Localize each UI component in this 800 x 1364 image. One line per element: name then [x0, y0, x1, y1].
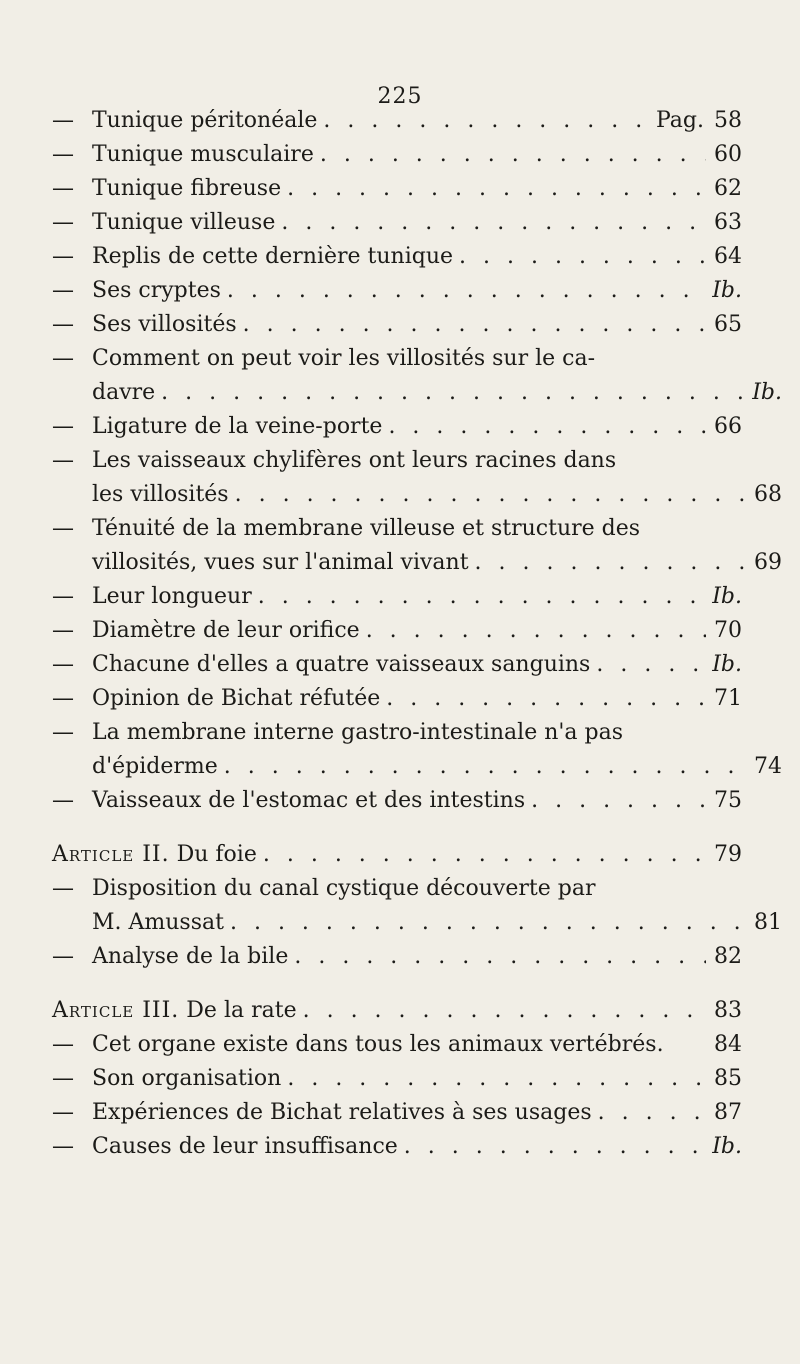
page-number: 225 [377, 84, 423, 109]
entry-page: 87 [714, 1100, 742, 1125]
dot-leader [323, 104, 650, 138]
toc-entry [52, 512, 782, 580]
entry-dash: — [52, 618, 74, 643]
entry-page: 69 [754, 550, 782, 575]
toc-entry [52, 206, 742, 240]
entry-dash: — [52, 448, 74, 473]
entry-text: Ténuité de la membrane villeuse et structure des [92, 516, 641, 541]
entry-text: Disposition du canal cystique découverte par [92, 876, 596, 901]
dot-leader [388, 410, 706, 444]
entry-text: les villosités [92, 482, 229, 507]
entry-text: Tunique fibreuse [92, 176, 282, 201]
article-3-page: 83 [714, 998, 742, 1023]
entry-dash: — [52, 1066, 74, 1091]
entry-dash: — [52, 652, 74, 677]
toc-entry [52, 784, 742, 818]
toc-entry [52, 444, 782, 512]
entry-dash: — [52, 1134, 74, 1159]
entry-text: villosités, vues sur l'animal vivant [92, 550, 469, 575]
toc-entry [52, 104, 742, 138]
entry-page: 84 [714, 1032, 742, 1057]
toc-entry [52, 614, 742, 648]
dot-leader [303, 994, 706, 1028]
entry-page: Ib. [712, 652, 742, 677]
entry-page: 71 [714, 686, 742, 711]
toc-entry [52, 274, 742, 308]
dot-leader [227, 274, 706, 308]
entry-page: Ib. [712, 278, 742, 303]
entry-text: Tunique villeuse [92, 210, 276, 235]
entry-text: Chacune d'elles a quatre vaisseaux sanguins [92, 652, 591, 677]
entry-line [52, 716, 702, 750]
article-3-heading [52, 994, 742, 1028]
entry-dash: — [52, 876, 74, 901]
dot-leader [258, 580, 706, 614]
entry-line [52, 906, 782, 940]
entry-text: M. Amussat [92, 910, 224, 935]
entry-dash: — [52, 176, 74, 201]
entry-dash: — [52, 1100, 74, 1125]
entry-line [52, 342, 702, 376]
toc-entry [52, 1130, 742, 1164]
dot-leader [161, 376, 746, 410]
entry-dash: — [52, 346, 74, 371]
entry-text: Analyse de la bile [92, 944, 289, 969]
toc-entry [52, 172, 742, 206]
entry-text: Opinion de Bichat réfutée [92, 686, 381, 711]
dot-leader [404, 1130, 706, 1164]
toc-entry [52, 1062, 742, 1096]
dot-leader [281, 206, 706, 240]
dot-leader [243, 308, 706, 342]
entry-page: 75 [714, 788, 742, 813]
entry-dash: — [52, 312, 74, 337]
entry-text: Causes de leur insuffisance [92, 1134, 398, 1159]
entry-line [52, 444, 702, 478]
article-3-label: Article III. [52, 998, 180, 1023]
entry-text: Leur longueur [92, 584, 252, 609]
dot-leader [386, 682, 706, 716]
entry-line [52, 376, 782, 410]
dot-leader [230, 906, 746, 940]
article-2-title: Du foie [176, 842, 257, 867]
entry-line [52, 478, 782, 512]
entry-text: Son organisation [92, 1066, 282, 1091]
entry-list [52, 872, 782, 974]
entry-pag-label: Pag. [655, 108, 704, 133]
dot-leader [475, 546, 746, 580]
article-2-heading [52, 838, 742, 872]
entry-text: Expériences de Bichat relatives à ses usages [92, 1100, 592, 1125]
toc-entry [52, 308, 742, 342]
toc-entry [52, 1096, 742, 1130]
toc-entry [52, 240, 742, 274]
entry-line [52, 546, 782, 580]
toc-entry [52, 682, 742, 716]
entry-dash: — [52, 278, 74, 303]
entry-dash: — [52, 108, 74, 133]
entry-page: 66 [714, 414, 742, 439]
dot-leader [287, 1062, 706, 1096]
toc-entry [52, 410, 742, 444]
entry-list [52, 1028, 742, 1164]
entry-page: 62 [714, 176, 742, 201]
entry-page: 64 [714, 244, 742, 269]
entry-text: Tunique péritonéale [92, 108, 318, 133]
dot-leader [320, 138, 706, 172]
entry-text: Diamètre de leur orifice [92, 618, 360, 643]
entry-page: Ib. [712, 584, 742, 609]
entry-text: Ligature de la veine-porte [92, 414, 383, 439]
toc-entry [52, 872, 782, 940]
entry-line [52, 750, 782, 784]
dot-leader [263, 838, 706, 872]
toc-entry [52, 342, 782, 410]
entry-line [52, 512, 702, 546]
entry-dash: — [52, 944, 74, 969]
article-3-title: De la rate [186, 998, 297, 1023]
entry-dash: — [52, 414, 74, 439]
entry-text: davre [92, 380, 156, 405]
entry-page: 60 [714, 142, 742, 167]
entry-text: Les vaisseaux chylifères ont leurs racines dans [92, 448, 617, 473]
article-2-page: 79 [714, 842, 742, 867]
entry-text: Cet organe existe dans tous les animaux vertébrés. [92, 1032, 664, 1057]
entry-page: Ib. [752, 380, 782, 405]
entry-line [52, 872, 702, 906]
entry-dash: — [52, 584, 74, 609]
entry-text: La membrane interne gastro-intestinale n'a pas [92, 720, 624, 745]
entry-page: 63 [714, 210, 742, 235]
entry-dash: — [52, 516, 74, 541]
entry-dash: — [52, 720, 74, 745]
entry-page: 65 [714, 312, 742, 337]
entry-page: 68 [754, 482, 782, 507]
article-2-section [52, 838, 782, 974]
dot-leader [596, 648, 706, 682]
entry-text: d'épiderme [92, 754, 218, 779]
toc-entry [52, 648, 742, 682]
entry-dash: — [52, 244, 74, 269]
entry-dash: — [52, 788, 74, 813]
entry-list [52, 104, 782, 818]
dot-leader [598, 1096, 706, 1130]
entry-text: Tunique musculaire [92, 142, 314, 167]
dot-leader [224, 750, 746, 784]
dot-leader [459, 240, 706, 274]
entry-text: Ses cryptes [92, 278, 221, 303]
entry-page: 70 [714, 618, 742, 643]
entry-text: Vaisseaux de l'estomac et des intestins [92, 788, 526, 813]
entry-text: Ses villosités [92, 312, 237, 337]
toc-entry [52, 580, 742, 614]
entry-page: 82 [714, 944, 742, 969]
dot-leader [366, 614, 706, 648]
table-of-contents [52, 104, 782, 1164]
entry-dash: — [52, 210, 74, 235]
entry-text: Replis de cette dernière tunique [92, 244, 454, 269]
entry-page: 85 [714, 1066, 742, 1091]
dot-leader [294, 940, 706, 974]
entry-dash: — [52, 142, 74, 167]
entry-dash: — [52, 1032, 74, 1057]
entry-page: 58 [714, 108, 742, 133]
dot-leader [235, 478, 746, 512]
article-2-label: Article II. [52, 842, 170, 867]
dot-leader [531, 784, 706, 818]
toc-entry [52, 138, 742, 172]
entry-page: 81 [754, 910, 782, 935]
toc-entry [52, 716, 782, 784]
entry-dash: — [52, 686, 74, 711]
dot-leader [287, 172, 706, 206]
entry-text: Comment on peut voir les villosités sur le ca- [92, 346, 596, 371]
entry-page: Ib. [712, 1134, 742, 1159]
article-3-section [52, 994, 742, 1164]
entry-page: 74 [754, 754, 782, 779]
toc-entry [52, 1028, 742, 1062]
toc-entry [52, 940, 742, 974]
